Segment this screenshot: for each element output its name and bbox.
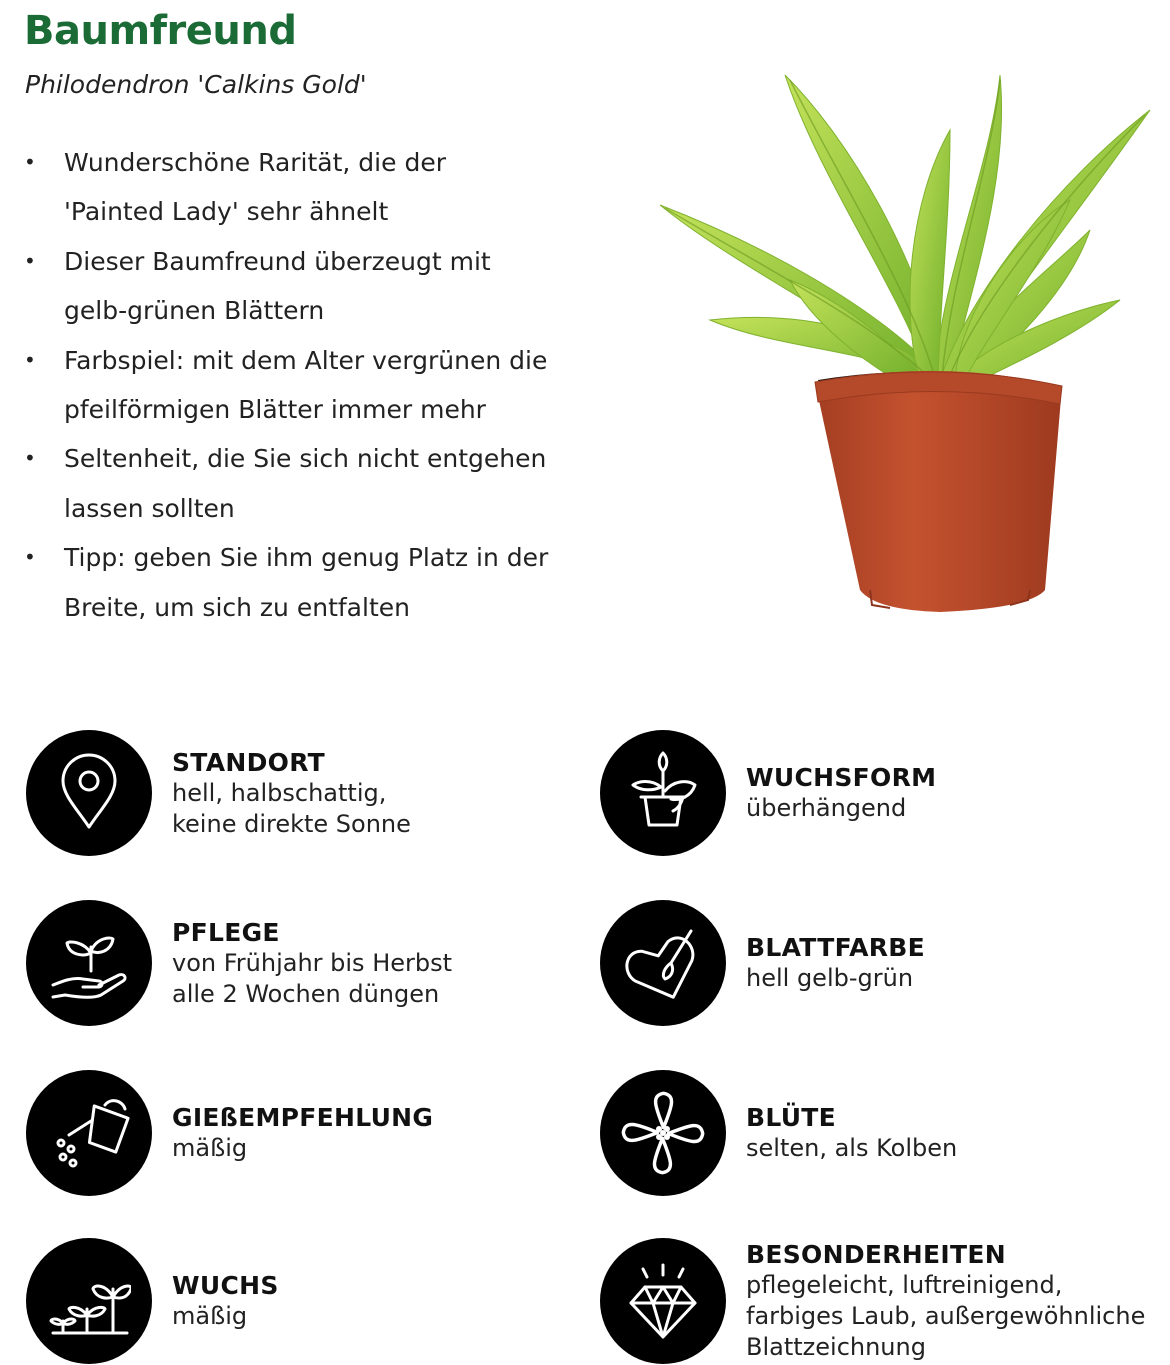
feature-heading: PFLEGE [172,917,280,947]
feature-heading: WUCHSFORM [746,763,937,792]
flower-icon [600,1070,726,1196]
feature-bullet-list [24,138,584,632]
feature-text: mäßig [172,1302,248,1330]
feature-bluete [600,1070,957,1196]
feature-wuchsform [600,730,936,856]
leaf-brush-icon [600,900,726,1026]
bullet-dot-icon: • [24,150,36,174]
bullet-dot-icon: • [24,446,36,471]
feature-text: pflegeleicht, luftreinigend, farbiges Laub, außergewöhnliche Blattzeichnung [746,1271,1146,1361]
feature-heading: STANDORT [172,747,325,777]
product-plant-image [650,60,1160,620]
diamond-icon [600,1238,726,1364]
feature-text: überhängend [746,794,907,822]
growing-plants-icon [26,1238,152,1364]
feature-standort [26,730,411,856]
bullet-item: • Dieser Baumfreund überzeugt mit gelb-grünen Blättern [24,237,584,336]
hand-seedling-icon [26,900,152,1026]
feature-text: mäßig [172,1134,248,1162]
feature-giessempfehlung [26,1070,433,1196]
product-subtitle: Philodendron 'Calkins Gold' [25,70,367,99]
feature-heading: WUCHS [172,1271,279,1300]
feature-text: selten, als Kolben [746,1134,958,1162]
bullet-dot-icon: • [24,248,36,273]
feature-blattfarbe [600,900,925,1026]
feature-text: hell gelb-grün [746,964,914,992]
bullet-dot-icon: • [24,545,36,570]
bullet-dot-icon: • [24,347,36,372]
product-title: Baumfreund [24,8,297,54]
bullet-item: • Tipp: geben Sie ihm genug Platz in der Breite, um sich zu entfalten [24,533,584,632]
feature-text: hell, halbschattig, keine direkte Sonne [172,778,411,838]
potted-plant-icon [600,730,726,856]
feature-heading: GIEßEMPFEHLUNG [172,1103,434,1132]
feature-heading: BLÜTE [746,1103,837,1132]
bullet-item: • Wunderschöne Rarität, die der 'Painted Lady' sehr ähnelt [24,138,584,237]
location-pin-icon [26,730,152,856]
feature-wuchs [26,1238,279,1364]
feature-pflege [26,900,452,1026]
watering-can-icon [26,1070,152,1196]
bullet-item: • Seltenheit, die Sie sich nicht entgehen lassen sollten [24,434,584,533]
feature-heading: BLATTFARBE [746,933,926,962]
feature-heading: BESONDERHEITEN [746,1240,1006,1269]
bullet-item: • Farbspiel: mit dem Alter vergrünen die pfeilförmigen Blätter immer mehr [24,336,584,435]
feature-text: von Frühjahr bis Herbst alle 2 Wochen düngen [172,948,453,1008]
feature-besonderheiten [600,1238,1145,1364]
